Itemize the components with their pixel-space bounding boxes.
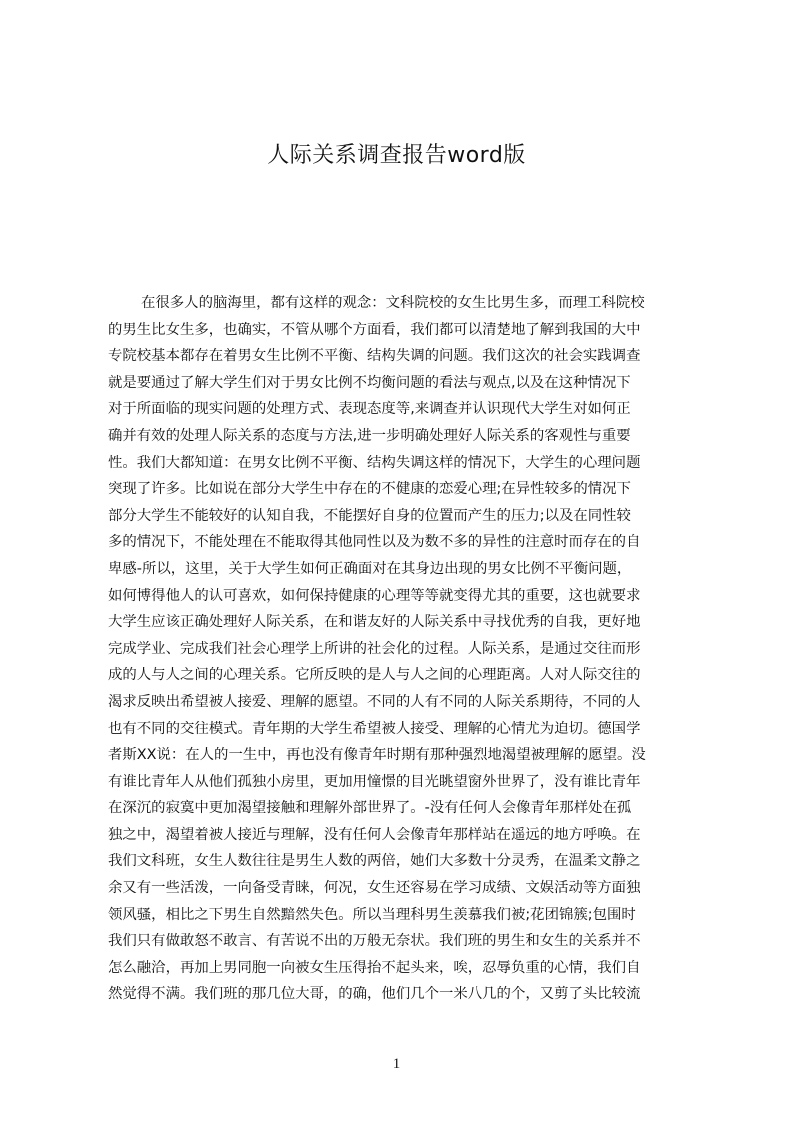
text-line: 也有不同的交往模式。青年期的大学生希望被人接受、理解的心情尤为迫切。德国学	[108, 720, 641, 737]
text-line: 有谁比青年人从他们孤独小房里，更加用憧憬的目光眺望窗外世界了，没有谁比青年	[108, 773, 641, 790]
text-line: 卑感-所以，这里，关于大学生如何正确面对在其身边出现的男女比例不平衡问题，	[108, 560, 632, 577]
text-line: 专院校基本都存在着男女生比例不平衡、结构失调的问题。我们这次的社会实践调查	[108, 348, 641, 365]
text-line: 然觉得不满。我们班的那几位大哥，的确，他们几个一米八几的个，又剪了头比较流	[108, 986, 641, 1003]
text-line: 就是要通过了解大学生们对于男女比例不均衡问题的看法与观点,以及在这种情况下	[108, 374, 631, 391]
text-line: 渴求反映出希望被人接爱、理解的愿望。不同的人有不同的人际关系期待，不同的人	[108, 693, 641, 710]
text-line: 余又有一些活泼，一向备受青睐，何况，女生还容易在学习成绩、文娱活动等方面独	[108, 880, 641, 897]
text-line: 性。我们大都知道：在男女比例不平衡、结构失调这样的情况下，大学生的心理问题	[108, 454, 641, 471]
text-line: 在很多人的脑海里，都有这样的观念：文科院校的女生比男生多，而理工科院校	[141, 295, 645, 311]
text-line: 我们只有做敢怒不敢言、有苦说不出的万般无奈状。我们班的男生和女生的关系并不	[108, 933, 641, 950]
text-line: 确并有效的处理人际关系的态度与方法,进一步明确处理好人际关系的客观性与重要	[108, 427, 631, 444]
text-line: 部分大学生不能较好的认知自我，不能摆好自身的位置而产生的压力;以及在同性较	[108, 507, 631, 524]
page-number: 1	[392, 1056, 401, 1072]
text-line: 的男生比女生多，也确实，不管从哪个方面看，我们都可以清楚地了解到我国的大中	[108, 321, 641, 338]
text-line: 怎么融洽，再加上男同胞一向被女生压得抬不起头来，唉，忍辱负重的心情，我们自	[108, 959, 641, 976]
text-line: 对于所面临的现实问题的处理方式、表现态度等,来调查并认识现代大学生对如何正	[108, 401, 631, 418]
text-line: 我们文科班，女生人数往往是男生人数的两倍，她们大多数十分灵秀，在温柔文静之	[108, 853, 641, 870]
text-line: 突现了许多。比如说在部分大学生中存在的不健康的恋爱心理;在异性较多的情况下	[108, 481, 631, 498]
text-line: 领风骚，相比之下男生自然黯然失色。所以当理科男生羡慕我们被;花团锦簇;包围时	[108, 906, 636, 923]
body-paragraph	[108, 290, 698, 1008]
text-line: 在深沉的寂寞中更加渴望接触和理解外部世界了。-没有任何人会像青年那样处在孤	[108, 800, 632, 817]
text-line: 独之中，渴望着被人接近与理解，没有任何人会像青年那样站在遥远的地方呼唤。在	[108, 826, 641, 843]
text-line: 如何博得他人的认可喜欢，如何保持健康的心理等等就变得尤其的重要，这也就要求	[108, 587, 641, 604]
text-line: 者斯XX说：在人的一生中，再也没有像青年时期有那种强烈地渴望被理解的愿望。没	[108, 747, 646, 764]
text-line: 成的人与人之间的心理关系。它所反映的是人与人之间的心理距离。人对人际交往的	[108, 667, 641, 684]
text-line: 完成学业、完成我们社会心理学上所讲的社会化的过程。人际关系，是通过交往而形	[108, 640, 641, 657]
text-line: 多的情况下，不能处理在不能取得其他同性以及为数不多的异性的注意时而存在的自	[108, 534, 641, 551]
document-title: 人际关系调查报告word版	[267, 143, 526, 168]
text-line: 大学生应该正确处理好人际关系，在和谐友好的人际关系中寻找优秀的自我，更好地	[108, 614, 641, 631]
